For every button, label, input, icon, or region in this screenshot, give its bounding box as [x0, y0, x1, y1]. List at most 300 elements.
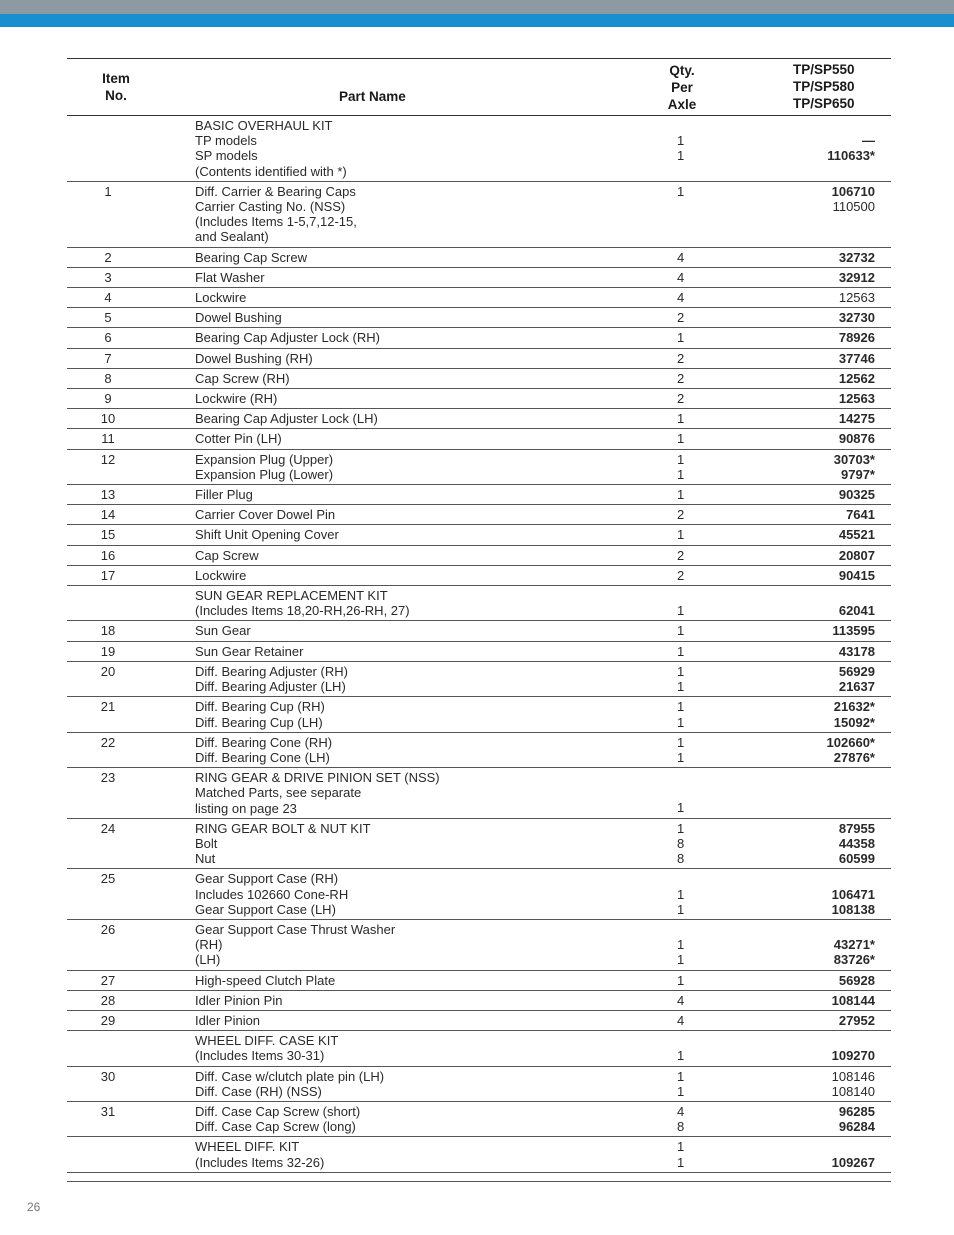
part-name-cell: [149, 409, 579, 428]
qty-line: 4: [677, 992, 685, 1008]
part-number-line: 108144: [831, 992, 875, 1008]
table-row: [67, 1031, 891, 1066]
part-name-cell: [149, 268, 579, 287]
part-name-line: and Sealant): [195, 229, 269, 245]
part-name-cell: [149, 328, 579, 347]
part-number-line: [785, 214, 875, 229]
item-no-cell: [67, 1031, 149, 1065]
qty-line: 1: [677, 749, 685, 765]
table-row: [67, 621, 891, 641]
part-name-line: BASIC OVERHAUL KIT: [195, 118, 333, 133]
part-name-line: Expansion Plug (Lower): [195, 466, 334, 482]
qty-cell: [579, 768, 785, 818]
part-name-cell: [149, 971, 579, 990]
part-number-line: 87955: [838, 820, 875, 836]
qty-line: 8: [677, 835, 685, 851]
part-name-line: Diff. Case w/clutch plate pin (LH): [195, 1068, 385, 1084]
qty-cell: [579, 733, 785, 767]
qty-line: 1: [677, 972, 685, 988]
item-no-cell: 23: [100, 770, 116, 786]
qty-cell: [579, 429, 785, 448]
part-number-line: 12562: [838, 370, 875, 386]
part-name-cell: [149, 869, 579, 919]
qty-line: 1: [677, 820, 685, 836]
qty-cell: [579, 971, 785, 990]
part-name-line: Bearing Cap Adjuster Lock (LH): [195, 411, 378, 427]
item-no-cell: 24: [100, 820, 116, 836]
header-item-line1: Item: [102, 71, 130, 86]
qty-line: [677, 229, 785, 244]
part-number-line: 62041: [838, 603, 875, 619]
item-no-cell: 31: [100, 1103, 116, 1119]
qty-cell: [579, 268, 785, 287]
qty-line: 1: [677, 148, 685, 164]
part-number-cell: [785, 586, 875, 620]
item-no-cell: 9: [104, 391, 112, 407]
part-name-cell: [149, 768, 579, 818]
part-name-line: Gear Support Case Thrust Washer: [195, 921, 396, 937]
part-number-line: 14275: [838, 411, 875, 427]
table-row: [67, 429, 891, 449]
item-no-cell: 22: [100, 734, 116, 750]
qty-line: 1: [677, 431, 685, 447]
qty-line: [677, 214, 785, 229]
qty-cell: [579, 248, 785, 267]
header-models: [793, 61, 855, 112]
header-item-no: [67, 70, 165, 104]
qty-line: [677, 118, 785, 133]
part-number-line: 110633*: [827, 148, 875, 164]
qty-line: 4: [677, 249, 685, 265]
qty-cell: [579, 662, 785, 696]
part-name-line: Idler Pinion Pin: [195, 992, 283, 1008]
part-number-cell: [785, 409, 875, 428]
part-name-line: (Includes Items 30-31): [195, 1048, 325, 1064]
part-name-line: Diff. Bearing Cup (RH): [195, 699, 325, 715]
part-number-cell: [785, 733, 875, 767]
qty-cell: [579, 546, 785, 565]
qty-line: 1: [677, 603, 685, 619]
part-name-line: Flat Washer: [195, 269, 265, 285]
qty-line: 4: [677, 269, 685, 285]
part-number-cell: [785, 971, 875, 990]
part-name-line: Diff. Case Cap Screw (short): [195, 1103, 361, 1119]
qty-line: 2: [677, 310, 685, 326]
qty-line: 2: [677, 391, 685, 407]
part-number-line: 43271*: [833, 937, 875, 953]
qty-line: [677, 922, 785, 937]
item-no-cell: [67, 1137, 149, 1171]
part-name-line: Dowel Bushing: [195, 310, 282, 326]
part-number-cell: [785, 642, 875, 661]
part-name-line: Cap Screw (RH): [195, 370, 290, 386]
part-name-cell: [149, 308, 579, 327]
part-number-cell: [785, 1031, 875, 1065]
part-name-line: (Contents identified with *): [195, 163, 347, 179]
part-name-line: Diff. Bearing Adjuster (LH): [195, 679, 346, 695]
qty-line: 2: [677, 507, 685, 523]
qty-line: 1: [677, 466, 685, 482]
qty-cell: [579, 328, 785, 347]
part-name-cell: [149, 991, 579, 1010]
part-number-line: 60599: [838, 851, 875, 867]
part-number-cell: [785, 369, 875, 388]
table-row: [67, 248, 891, 268]
qty-line: 1: [677, 330, 685, 346]
qty-cell: [579, 182, 785, 247]
header-qty-line3: Axle: [667, 97, 697, 112]
item-no-cell: 19: [100, 643, 116, 659]
part-name-line: Matched Parts, see separate: [195, 785, 362, 801]
part-name-line: Sun Gear: [195, 623, 251, 639]
part-number-line: 20807: [838, 547, 875, 563]
part-number-cell: [785, 621, 875, 640]
item-no-cell: 1: [104, 183, 112, 199]
part-number-cell: [785, 1137, 875, 1171]
part-name-line: Carrier Cover Dowel Pin: [195, 507, 336, 523]
table-row: [67, 662, 891, 697]
qty-line: 1: [677, 1068, 685, 1084]
part-number-line: [785, 164, 875, 179]
part-name-line: Lockwire: [195, 290, 247, 306]
part-number-line: 7641: [846, 507, 875, 523]
part-number-line: 108146: [831, 1068, 875, 1084]
qty-line: 4: [677, 1103, 685, 1119]
table-row: [67, 991, 891, 1011]
table-row: [67, 308, 891, 328]
part-number-line: [785, 871, 875, 886]
qty-line: 1: [677, 1154, 685, 1170]
qty-cell: [579, 369, 785, 388]
qty-line: 8: [677, 851, 685, 867]
table-row: [67, 450, 891, 485]
qty-line: 1: [677, 714, 685, 730]
item-no-cell: [67, 586, 149, 620]
qty-line: 1: [677, 623, 685, 639]
part-name-line: SUN GEAR REPLACEMENT KIT: [195, 588, 388, 604]
item-no-cell: 13: [100, 487, 116, 503]
qty-line: 1: [677, 1083, 685, 1099]
part-name-cell: [149, 450, 579, 484]
table-row: [67, 1102, 891, 1137]
qty-cell: [579, 349, 785, 368]
part-number-line: 30703*: [833, 451, 875, 467]
part-name-line: (Includes Items 32-26): [195, 1154, 325, 1170]
item-no-cell: 30: [100, 1068, 116, 1084]
qty-line: 1: [677, 663, 685, 679]
qty-line: 1: [677, 800, 685, 816]
qty-line: 2: [677, 567, 685, 583]
qty-line: [677, 199, 785, 214]
part-name-cell: [149, 662, 579, 696]
part-number-line: 90415: [838, 567, 875, 583]
table-header: [67, 59, 891, 116]
part-number-line: [785, 1033, 875, 1048]
qty-cell: [579, 116, 785, 181]
table-row: [67, 288, 891, 308]
qty-line: 4: [677, 290, 685, 306]
item-no-cell: 29: [100, 1012, 116, 1028]
qty-line: 1: [677, 952, 685, 968]
qty-line: 1: [677, 643, 685, 659]
part-name-line: RING GEAR & DRIVE PINION SET (NSS): [195, 770, 440, 786]
table-row: [67, 697, 891, 732]
qty-line: [677, 871, 785, 886]
part-name-cell: [149, 819, 579, 869]
part-name-cell: [149, 642, 579, 661]
part-number-cell: [785, 485, 875, 504]
table-row: [67, 566, 891, 586]
part-name-cell: [149, 248, 579, 267]
part-name-line: Cotter Pin (LH): [195, 431, 282, 447]
part-name-line: listing on page 23: [195, 800, 297, 816]
part-name-line: Diff. Case (RH) (NSS): [195, 1083, 322, 1099]
part-name-cell: [149, 621, 579, 640]
qty-cell: [579, 1031, 785, 1065]
part-number-cell: [785, 505, 875, 524]
table-row: [67, 819, 891, 870]
part-name-cell: [149, 525, 579, 544]
item-no-cell: 8: [104, 370, 112, 386]
part-number-line: [785, 229, 875, 244]
item-no-cell: 18: [100, 623, 116, 639]
part-number-line: 15092*: [833, 714, 875, 730]
part-number-cell: [785, 182, 875, 247]
qty-line: [677, 785, 785, 800]
part-number-line: 108138: [831, 901, 875, 917]
part-name-line: Bearing Cap Adjuster Lock (RH): [195, 330, 380, 346]
qty-line: 1: [677, 937, 685, 953]
table-row: [67, 869, 891, 920]
part-name-line: Nut: [195, 851, 216, 867]
part-name-cell: [149, 288, 579, 307]
qty-cell: [579, 288, 785, 307]
table-row: [67, 389, 891, 409]
part-number-line: 27876*: [833, 749, 875, 765]
part-number-cell: [785, 991, 875, 1010]
table-row: [67, 268, 891, 288]
qty-line: [677, 588, 785, 603]
part-name-cell: [149, 733, 579, 767]
qty-line: 2: [677, 370, 685, 386]
part-name-line: (RH): [195, 937, 223, 953]
qty-cell: [579, 869, 785, 919]
part-name-cell: [149, 586, 579, 620]
part-number-line: —: [862, 133, 875, 149]
part-number-line: 43178: [838, 643, 875, 659]
qty-cell: [579, 308, 785, 327]
item-no-cell: 10: [100, 411, 116, 427]
header-model-650: TP/SP650: [793, 96, 855, 111]
part-number-cell: [785, 268, 875, 287]
qty-line: 1: [677, 1139, 685, 1155]
item-no-cell: 4: [104, 290, 112, 306]
part-number-cell: [785, 546, 875, 565]
qty-line: 1: [677, 886, 685, 902]
part-name-line: Diff. Bearing Cone (RH): [195, 734, 333, 750]
item-no-cell: 16: [100, 547, 116, 563]
part-name-line: Lockwire (RH): [195, 391, 278, 407]
item-no-cell: 7: [104, 350, 112, 366]
table-row: [67, 525, 891, 545]
qty-line: [677, 164, 785, 179]
item-no-cell: 25: [100, 871, 116, 887]
table-row: [67, 328, 891, 348]
table-row: [67, 733, 891, 768]
qty-line: 1: [677, 699, 685, 715]
part-name-cell: [149, 485, 579, 504]
part-number-line: [785, 588, 875, 603]
part-name-line: (Includes Items 1-5,7,12-15,: [195, 214, 357, 230]
table-row: [67, 1067, 891, 1102]
part-number-cell: [785, 920, 875, 970]
part-number-line: 27952: [838, 1012, 875, 1028]
part-number-line: [785, 785, 875, 800]
qty-cell: [579, 450, 785, 484]
part-number-line: 90325: [838, 487, 875, 503]
qty-line: 1: [677, 734, 685, 750]
part-number-line: 83726*: [833, 952, 875, 968]
part-number-line: 32912: [838, 269, 875, 285]
part-number-line: 21637: [838, 679, 875, 695]
part-name-line: SP models: [195, 148, 258, 164]
qty-cell: [579, 621, 785, 640]
header-model-580: TP/SP580: [793, 79, 855, 94]
part-name-line: Filler Plug: [195, 487, 253, 503]
table-row: [67, 546, 891, 566]
header-model-550: TP/SP550: [793, 62, 855, 77]
part-number-line: 110500: [832, 199, 875, 215]
table-row: [67, 642, 891, 662]
part-number-cell: [785, 328, 875, 347]
part-number-line: 102660*: [826, 734, 875, 750]
part-number-cell: [785, 819, 875, 869]
part-number-line: [785, 800, 875, 815]
qty-line: 1: [677, 183, 685, 199]
qty-line: 1: [677, 487, 685, 503]
part-number-cell: [785, 566, 875, 585]
part-number-cell: [785, 308, 875, 327]
part-number-line: 45521: [838, 527, 875, 543]
part-number-line: 12563: [838, 290, 875, 306]
part-name-cell: [149, 920, 579, 970]
part-name-cell: [149, 697, 579, 731]
part-name-cell: [149, 1011, 579, 1030]
qty-cell: [579, 642, 785, 661]
part-name-line: Expansion Plug (Upper): [195, 451, 334, 467]
table-row: [67, 1137, 891, 1172]
item-no-cell: 3: [104, 269, 112, 285]
qty-line: 1: [677, 411, 685, 427]
part-name-line: Bearing Cap Screw: [195, 249, 307, 265]
part-number-line: [785, 1139, 875, 1154]
part-name-cell: [149, 349, 579, 368]
part-number-cell: [785, 349, 875, 368]
table-row: [67, 920, 891, 971]
qty-line: 4: [677, 1012, 685, 1028]
qty-cell: [579, 697, 785, 731]
part-name-cell: [149, 182, 579, 247]
part-name-line: High-speed Clutch Plate: [195, 972, 336, 988]
part-name-line: Diff. Bearing Cup (LH): [195, 714, 323, 730]
table-row: [67, 349, 891, 369]
table-row: [67, 116, 891, 182]
qty-line: 1: [677, 133, 685, 149]
qty-cell: [579, 525, 785, 544]
qty-cell: [579, 819, 785, 869]
item-no-cell: 11: [101, 431, 115, 447]
part-number-line: 106710: [831, 183, 875, 199]
qty-cell: [579, 1137, 785, 1171]
part-number-line: 96285: [838, 1103, 875, 1119]
header-qty: [647, 62, 717, 113]
part-number-cell: [785, 389, 875, 408]
part-name-cell: [149, 1031, 579, 1065]
part-number-cell: [785, 116, 875, 181]
part-name-cell: [149, 1067, 579, 1101]
part-name-cell: [149, 566, 579, 585]
part-number-cell: [785, 869, 875, 919]
part-name-cell: [149, 389, 579, 408]
part-name-line: RING GEAR BOLT & NUT KIT: [195, 820, 371, 836]
part-name-line: Diff. Carrier & Bearing Caps: [195, 183, 356, 199]
item-no-cell: 15: [100, 527, 116, 543]
part-number-line: 109270: [831, 1048, 875, 1064]
part-number-cell: [785, 662, 875, 696]
qty-line: 8: [677, 1119, 685, 1135]
part-name-line: Cap Screw: [195, 547, 259, 563]
part-name-line: Gear Support Case (RH): [195, 871, 339, 887]
part-name-line: Diff. Bearing Adjuster (RH): [195, 663, 348, 679]
item-no-cell: 14: [100, 507, 116, 523]
qty-cell: [579, 485, 785, 504]
part-number-line: [785, 770, 875, 785]
table-row: [67, 409, 891, 429]
qty-cell: [579, 586, 785, 620]
table-row: [67, 768, 891, 819]
part-name-cell: [149, 505, 579, 524]
part-number-cell: [785, 429, 875, 448]
part-number-cell: [785, 697, 875, 731]
qty-line: 1: [677, 901, 685, 917]
qty-cell: [579, 991, 785, 1010]
part-name-cell: [149, 429, 579, 448]
item-no-cell: 20: [100, 663, 116, 679]
top-gray-band: [0, 0, 954, 14]
item-no-cell: 6: [104, 330, 112, 346]
part-number-line: [785, 118, 875, 133]
part-name-line: Sun Gear Retainer: [195, 643, 304, 659]
part-name-line: Idler Pinion: [195, 1012, 261, 1028]
part-number-line: 32732: [838, 249, 875, 265]
qty-cell: [579, 389, 785, 408]
part-name-line: Shift Unit Opening Cover: [195, 527, 339, 543]
item-no-cell: 28: [100, 992, 116, 1008]
part-number-line: 109267: [831, 1154, 875, 1170]
part-name-cell: [149, 546, 579, 565]
page-number: 26: [27, 1200, 41, 1214]
header-qty-line1: Qty.: [669, 63, 695, 78]
part-number-line: 21632*: [833, 699, 875, 715]
part-number-line: 96284: [838, 1119, 875, 1135]
qty-cell: [579, 505, 785, 524]
qty-line: 2: [677, 547, 685, 563]
part-name-cell: [149, 1137, 579, 1171]
item-no-cell: [67, 116, 149, 181]
item-no-cell: 21: [100, 699, 116, 715]
part-number-line: 44358: [838, 835, 875, 851]
part-name-cell: [149, 1102, 579, 1136]
